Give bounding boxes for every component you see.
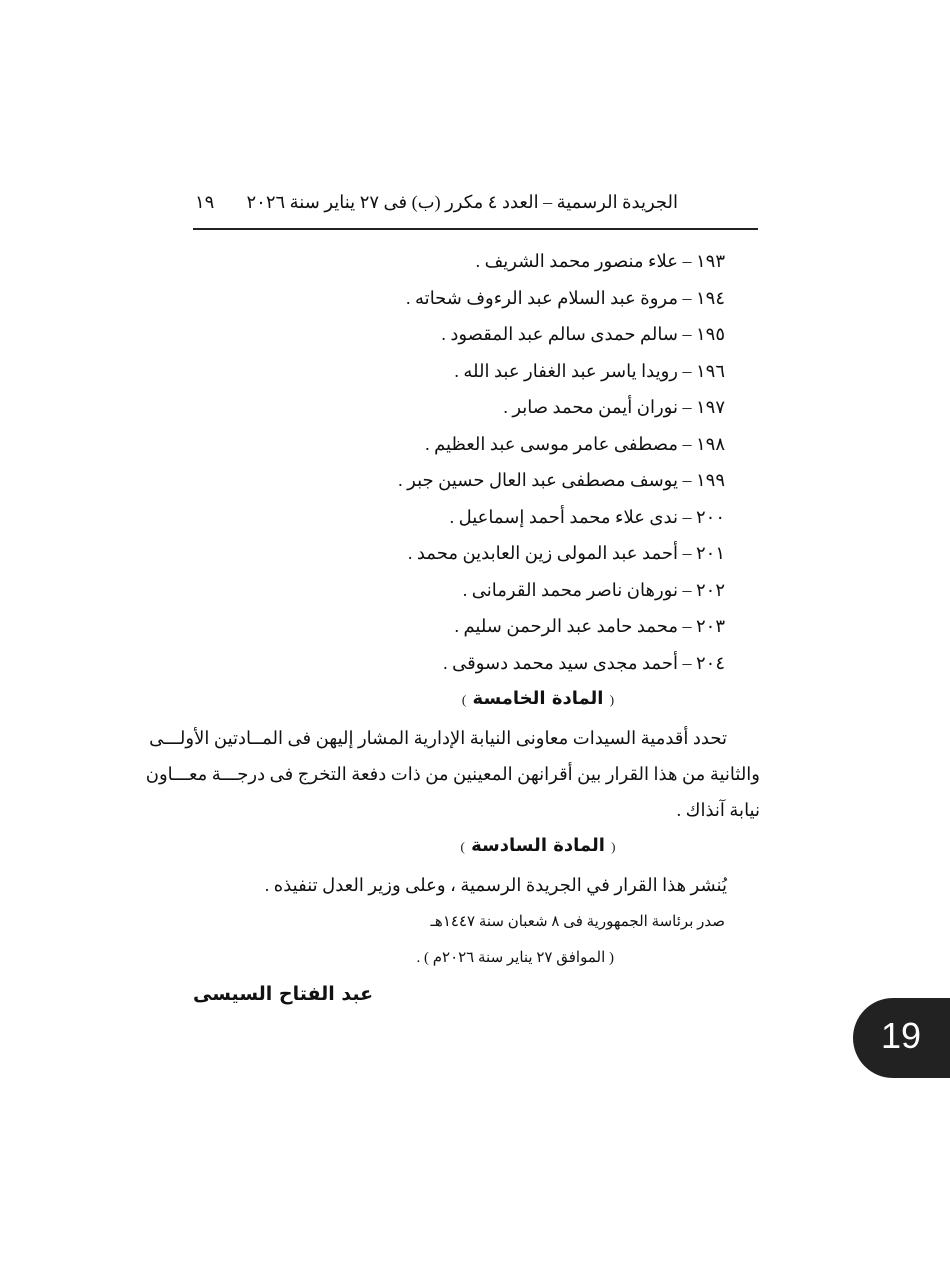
- list-item: ٢٠١ – أحمد عبد المولى زين العابدين محمد .: [407, 543, 725, 563]
- page-badge-number: 19: [881, 1015, 922, 1056]
- list-item: ١٩٨ – مصطفى عامر موسى عبد العظيم .: [425, 433, 725, 454]
- article-six-text: يُنشر هذا القرار في الجريدة الرسمية ، وعلى وزير العدل تنفيذه .: [264, 875, 727, 895]
- list-item: ١٩٥ – سالم حمدى سالم عبد المقصود .: [441, 324, 725, 344]
- signature-name: عبد الفتاح السيسى: [193, 983, 374, 1005]
- heading-close-paren: ): [461, 692, 467, 707]
- article-six-heading: [193, 835, 883, 856]
- list-item: ١٩٤ – مروة عبد السلام عبد الرءوف شحاته .: [406, 287, 725, 308]
- article-five-title: المادة الخامسة: [472, 688, 604, 709]
- article-five-heading: [193, 688, 883, 709]
- article-five-body: [145, 723, 760, 831]
- article-five-line-2: والثانية من هذا القرار بين أقرانهن المعينين من ذات دفعة التخرج فى درجـــة معـــاون: [145, 764, 760, 784]
- heading-open-paren: (: [611, 839, 616, 854]
- list-item: ١٩٣ – علاء منصور محمد الشريف .: [475, 251, 725, 271]
- list-item: ٢٠٢ – نورهان ناصر محمد القرمانى .: [462, 579, 725, 600]
- article-five-line-1: تحدد أقدمية السيدات معاونى النيابة الإدارية المشار إليهن فى المــادتين الأولـــى: [149, 728, 727, 748]
- article-five-line-3: نيابة آنذاك .: [676, 800, 760, 820]
- article-six-title: المادة السادسة: [471, 835, 605, 856]
- header-page-number: ١٩: [195, 192, 215, 212]
- list-item: ١٩٧ – نوران أيمن محمد صابر .: [503, 397, 725, 417]
- appointee-list: [225, 246, 725, 684]
- page-header: [193, 190, 758, 220]
- list-item: ١٩٩ – يوسف مصطفى عبد العال حسين جبر .: [398, 470, 725, 490]
- heading-close-paren: ): [460, 839, 465, 854]
- list-item: ٢٠٤ – أحمد مجدى سيد محمد دسوقى .: [443, 652, 725, 673]
- list-item: ٢٠٣ – محمد حامد عبد الرحمن سليم .: [454, 616, 725, 636]
- list-item: ٢٠٠ – ندى علاء محمد أحمد إسماعيل .: [449, 506, 725, 527]
- list-item: ١٩٦ – رويدا ياسر عبد الغفار عبد الله .: [454, 360, 725, 381]
- issued-date-hijri: صدر برئاسة الجمهورية فى ٨ شعبان سنة ١٤٤٧هـ: [430, 914, 725, 930]
- gazette-header-title: الجريدة الرسمية – العدد ٤ مكرر (ب) فى ٢٧ يناير سنة ٢٠٢٦: [246, 192, 678, 212]
- article-six-body: [193, 870, 760, 906]
- header-rule: [193, 228, 758, 230]
- heading-open-paren: (: [609, 692, 615, 707]
- page-number-badge: [853, 998, 950, 1078]
- issued-date-gregorian: ( الموافق ٢٧ يناير سنة ٢٠٢٦م ) .: [416, 950, 614, 966]
